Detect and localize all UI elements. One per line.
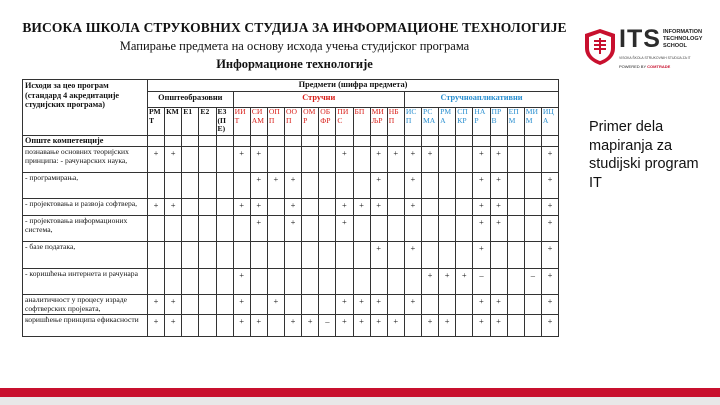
- table-row: [23, 295, 559, 315]
- mark-cell: +: [422, 147, 439, 173]
- mark-cell: [353, 216, 370, 242]
- mark-cell: [216, 216, 233, 242]
- subject-code: КМ: [165, 108, 182, 136]
- mark-cell: +: [336, 315, 353, 337]
- mark-cell: [199, 173, 216, 199]
- mark-cell: [199, 315, 216, 337]
- mapping-table: [22, 79, 559, 337]
- mark-cell: +: [456, 269, 473, 295]
- mark-cell: [353, 269, 370, 295]
- mark-cell: [473, 136, 490, 147]
- mark-cell: +: [336, 216, 353, 242]
- mark-cell: [387, 136, 404, 147]
- mark-cell: +: [490, 199, 507, 216]
- logo-letters: ITS: [619, 25, 661, 53]
- mark-cell: +: [404, 173, 421, 199]
- mark-cell: [456, 136, 473, 147]
- mark-cell: [319, 269, 336, 295]
- mark-cell: +: [285, 173, 302, 199]
- mark-cell: [199, 242, 216, 269]
- mark-cell: +: [473, 147, 490, 173]
- table-row: [23, 199, 559, 216]
- table-row: [23, 242, 559, 269]
- mark-cell: +: [148, 295, 165, 315]
- mark-cell: +: [473, 199, 490, 216]
- mark-cell: [387, 173, 404, 199]
- mark-cell: [216, 295, 233, 315]
- table-row: [23, 216, 559, 242]
- mark-cell: +: [490, 147, 507, 173]
- mark-cell: [285, 269, 302, 295]
- mark-cell: +: [422, 269, 439, 295]
- table-row: [23, 147, 559, 173]
- mark-cell: –: [319, 315, 336, 337]
- mark-cell: +: [250, 216, 267, 242]
- mark-cell: [404, 269, 421, 295]
- mark-cell: +: [439, 269, 456, 295]
- mark-cell: [370, 136, 387, 147]
- subject-code: ОО П: [285, 108, 302, 136]
- mark-cell: +: [370, 295, 387, 315]
- mark-cell: [387, 199, 404, 216]
- subject-code: Е3 (П Е): [216, 108, 233, 136]
- mark-cell: [422, 242, 439, 269]
- mark-cell: [456, 173, 473, 199]
- mark-cell: [302, 147, 319, 173]
- mark-cell: [148, 173, 165, 199]
- mark-cell: +: [233, 269, 250, 295]
- mark-cell: [148, 242, 165, 269]
- mark-cell: [165, 136, 182, 147]
- mark-cell: [524, 216, 541, 242]
- mark-cell: [285, 242, 302, 269]
- mark-cell: +: [250, 173, 267, 199]
- mark-cell: [216, 147, 233, 173]
- mark-cell: +: [473, 242, 490, 269]
- mark-cell: [490, 136, 507, 147]
- mark-cell: [267, 199, 284, 216]
- mark-cell: [267, 242, 284, 269]
- its-logo: [583, 24, 703, 79]
- mark-cell: [422, 216, 439, 242]
- mark-cell: [422, 199, 439, 216]
- mark-cell: [216, 242, 233, 269]
- mark-cell: +: [165, 315, 182, 337]
- mark-cell: [182, 173, 199, 199]
- mark-cell: [404, 216, 421, 242]
- mark-cell: [524, 147, 541, 173]
- document-title: ВИСОКА ШКОЛА СТРУКОВНИХ СТУДИЈА ЗА ИНФОРМАЦИОНЕ ТЕХНОЛОГИЈЕ: [22, 20, 567, 35]
- mark-cell: +: [404, 199, 421, 216]
- mark-cell: –: [524, 269, 541, 295]
- mark-cell: [233, 136, 250, 147]
- mark-cell: +: [370, 242, 387, 269]
- subject-code: ЕП М: [507, 108, 524, 136]
- mark-cell: [267, 216, 284, 242]
- mark-cell: [182, 269, 199, 295]
- mark-cell: +: [490, 315, 507, 337]
- mark-cell: [387, 269, 404, 295]
- mark-cell: [439, 216, 456, 242]
- subject-code: СИ АМ: [250, 108, 267, 136]
- mark-cell: +: [336, 147, 353, 173]
- mark-cell: +: [541, 269, 558, 295]
- mark-cell: +: [541, 295, 558, 315]
- mark-cell: +: [302, 315, 319, 337]
- mark-cell: [387, 295, 404, 315]
- mark-cell: +: [353, 199, 370, 216]
- outcome-label: коришћење принципа ефикасности: [23, 315, 148, 337]
- mark-cell: +: [473, 315, 490, 337]
- mark-cell: +: [541, 242, 558, 269]
- mark-cell: [165, 269, 182, 295]
- mark-cell: [524, 173, 541, 199]
- mark-cell: [456, 199, 473, 216]
- mark-cell: +: [165, 295, 182, 315]
- mark-cell: [336, 173, 353, 199]
- mark-cell: +: [541, 199, 558, 216]
- mark-cell: [319, 136, 336, 147]
- mark-cell: +: [404, 147, 421, 173]
- mark-cell: [216, 199, 233, 216]
- mark-cell: +: [370, 199, 387, 216]
- mark-cell: [302, 269, 319, 295]
- mark-cell: [319, 295, 336, 315]
- mark-cell: [165, 216, 182, 242]
- mark-cell: [148, 136, 165, 147]
- mark-cell: [507, 269, 524, 295]
- slide-caption: Primer dela mapiranja za studijski program IT: [589, 119, 699, 191]
- mark-cell: [422, 136, 439, 147]
- mark-cell: +: [422, 315, 439, 337]
- subject-code: СП КР: [456, 108, 473, 136]
- mark-cell: +: [490, 216, 507, 242]
- mark-cell: [182, 199, 199, 216]
- subject-code: НБ П: [387, 108, 404, 136]
- subject-code: ИС П: [404, 108, 421, 136]
- mark-cell: +: [233, 295, 250, 315]
- mark-cell: [182, 295, 199, 315]
- mark-cell: [353, 242, 370, 269]
- table-header-row: [23, 80, 559, 92]
- mark-cell: +: [336, 295, 353, 315]
- section-label: Опште компетенције: [23, 136, 148, 147]
- mark-cell: [370, 269, 387, 295]
- mark-cell: [422, 173, 439, 199]
- mark-cell: [233, 173, 250, 199]
- subject-code: Е2: [199, 108, 216, 136]
- outcome-label: - базе података,: [23, 242, 148, 269]
- mark-cell: [336, 269, 353, 295]
- mark-cell: [336, 242, 353, 269]
- subject-code: Е1: [182, 108, 199, 136]
- its-emblem-icon: [583, 28, 617, 66]
- logo-subtitle: VISOKA ŠKOLA STRUKOVNIH STUDIJA ZA IT: [619, 56, 691, 60]
- mark-cell: [524, 136, 541, 147]
- mark-cell: +: [233, 147, 250, 173]
- logo-powered-by: POWERED BY COMTRADE: [619, 64, 671, 69]
- outcome-label: - пројектовања и развоја софтвера,: [23, 199, 148, 216]
- mark-cell: [148, 269, 165, 295]
- mark-cell: +: [285, 216, 302, 242]
- mark-cell: [507, 216, 524, 242]
- mark-cell: +: [148, 199, 165, 216]
- mark-cell: [182, 242, 199, 269]
- subject-code: НА Р: [473, 108, 490, 136]
- mark-cell: [387, 242, 404, 269]
- document-subtitle: Мапирање предмета на основу исхода учења студијског програма: [119, 39, 470, 53]
- mark-cell: [233, 242, 250, 269]
- mark-cell: [216, 173, 233, 199]
- mark-cell: [182, 315, 199, 337]
- mark-cell: +: [148, 315, 165, 337]
- mark-cell: [404, 315, 421, 337]
- group-general-header: Општеобразовни: [148, 92, 234, 108]
- mark-cell: [336, 136, 353, 147]
- mark-cell: +: [148, 147, 165, 173]
- mark-cell: [302, 199, 319, 216]
- outcome-label: - програмирања,: [23, 173, 148, 199]
- mark-cell: [285, 136, 302, 147]
- mark-cell: [199, 147, 216, 173]
- mark-cell: [507, 199, 524, 216]
- mark-cell: [439, 242, 456, 269]
- mark-cell: +: [387, 147, 404, 173]
- mark-cell: +: [267, 295, 284, 315]
- mark-cell: [422, 295, 439, 315]
- mark-cell: [456, 216, 473, 242]
- mark-cell: +: [336, 199, 353, 216]
- table-row: [23, 315, 559, 337]
- subject-code: ОМ Р: [302, 108, 319, 136]
- mark-cell: [148, 216, 165, 242]
- mark-cell: [233, 216, 250, 242]
- mark-cell: [524, 295, 541, 315]
- mark-cell: +: [473, 295, 490, 315]
- mark-cell: [370, 216, 387, 242]
- mark-cell: [285, 295, 302, 315]
- mark-cell: [250, 269, 267, 295]
- mark-cell: +: [285, 199, 302, 216]
- outcomes-header: Исходи за цео програм (стандард 4 акредитације студијских програма): [23, 80, 148, 136]
- mark-cell: +: [353, 315, 370, 337]
- subject-code: ИИ Т: [233, 108, 250, 136]
- mark-cell: +: [541, 315, 558, 337]
- mark-cell: [250, 295, 267, 315]
- mark-cell: +: [165, 147, 182, 173]
- mark-cell: [507, 147, 524, 173]
- table-row: [23, 269, 559, 295]
- outcome-label: познавање основних теоријских принципа: - рачунарских наука,: [23, 147, 148, 173]
- mark-cell: [267, 315, 284, 337]
- mark-cell: +: [404, 295, 421, 315]
- mark-cell: +: [370, 147, 387, 173]
- footer-stripe: [0, 397, 720, 405]
- mark-cell: [216, 315, 233, 337]
- subject-code: РМ А: [439, 108, 456, 136]
- mark-cell: [285, 147, 302, 173]
- mark-cell: +: [490, 295, 507, 315]
- mark-cell: [182, 147, 199, 173]
- mark-cell: +: [233, 199, 250, 216]
- mark-cell: +: [250, 315, 267, 337]
- mark-cell: +: [541, 216, 558, 242]
- mark-cell: [456, 295, 473, 315]
- mark-cell: [302, 242, 319, 269]
- footer-band: [0, 388, 720, 397]
- mark-cell: [319, 242, 336, 269]
- mark-cell: [507, 295, 524, 315]
- subject-code: ИЦ А: [541, 108, 558, 136]
- subject-code: ПР В: [490, 108, 507, 136]
- mark-cell: [199, 295, 216, 315]
- mark-cell: [507, 315, 524, 337]
- mark-cell: [353, 147, 370, 173]
- mark-cell: +: [370, 173, 387, 199]
- mark-cell: [199, 269, 216, 295]
- outcome-label: аналитичност у процесу израде софтверских пројеката,: [23, 295, 148, 315]
- mark-cell: +: [250, 147, 267, 173]
- mark-cell: +: [233, 315, 250, 337]
- mark-cell: [199, 216, 216, 242]
- mark-cell: [524, 199, 541, 216]
- mark-cell: [165, 173, 182, 199]
- outcome-label: - коришћења интернета и рачунара: [23, 269, 148, 295]
- subject-code: МИ М: [524, 108, 541, 136]
- program-name: Информационе технологије: [216, 57, 373, 71]
- mark-cell: [439, 199, 456, 216]
- mark-cell: [456, 315, 473, 337]
- mark-cell: [250, 242, 267, 269]
- subject-code: БП: [353, 108, 370, 136]
- subject-code: РМ Т: [148, 108, 165, 136]
- mark-cell: +: [541, 147, 558, 173]
- mark-cell: [507, 136, 524, 147]
- mark-cell: [165, 242, 182, 269]
- mark-cell: [387, 216, 404, 242]
- mark-cell: +: [267, 173, 284, 199]
- mark-cell: +: [404, 242, 421, 269]
- mark-cell: [302, 216, 319, 242]
- subject-code: РС МА: [422, 108, 439, 136]
- mark-cell: +: [541, 173, 558, 199]
- mark-cell: +: [439, 315, 456, 337]
- mark-cell: [199, 199, 216, 216]
- mapping-table-container: [22, 79, 558, 370]
- mark-cell: [490, 269, 507, 295]
- table-row: [23, 173, 559, 199]
- logo-text: INFORMATION TECHNOLOGY SCHOOL: [663, 29, 703, 49]
- group-professional-header: Стручни: [233, 92, 404, 108]
- mark-cell: +: [353, 295, 370, 315]
- mark-cell: [216, 269, 233, 295]
- mark-cell: +: [473, 173, 490, 199]
- mark-cell: [507, 173, 524, 199]
- mark-cell: +: [285, 315, 302, 337]
- mark-cell: [404, 136, 421, 147]
- mark-cell: [199, 136, 216, 147]
- mark-cell: [319, 216, 336, 242]
- mark-cell: [439, 147, 456, 173]
- mark-cell: [302, 173, 319, 199]
- mark-cell: +: [387, 315, 404, 337]
- subject-code: ОБ ФР: [319, 108, 336, 136]
- mark-cell: [524, 315, 541, 337]
- mark-cell: [319, 199, 336, 216]
- group-applied-header: Стручноапликативни: [404, 92, 558, 108]
- mark-cell: [182, 216, 199, 242]
- mark-cell: [216, 136, 233, 147]
- mark-cell: [353, 136, 370, 147]
- mark-cell: [439, 173, 456, 199]
- mark-cell: [541, 136, 558, 147]
- mark-cell: +: [250, 199, 267, 216]
- mark-cell: +: [490, 173, 507, 199]
- mark-cell: [490, 242, 507, 269]
- mark-cell: [302, 295, 319, 315]
- mark-cell: [267, 136, 284, 147]
- mark-cell: [302, 136, 319, 147]
- mark-cell: [353, 173, 370, 199]
- mark-cell: [250, 136, 267, 147]
- mark-cell: [267, 269, 284, 295]
- mark-cell: [319, 173, 336, 199]
- mark-cell: +: [165, 199, 182, 216]
- mark-cell: [456, 242, 473, 269]
- mark-cell: [456, 147, 473, 173]
- mark-cell: [439, 295, 456, 315]
- mark-cell: [524, 242, 541, 269]
- mark-cell: –: [473, 269, 490, 295]
- mark-cell: [319, 147, 336, 173]
- subject-code: ОП П: [267, 108, 284, 136]
- mark-cell: [267, 147, 284, 173]
- subjects-header: Предмети (шифра предмета): [148, 80, 559, 92]
- outcome-label: - пројектовања информационих система,: [23, 216, 148, 242]
- mark-cell: [507, 242, 524, 269]
- subject-code: ПИ С: [336, 108, 353, 136]
- mark-cell: +: [370, 315, 387, 337]
- table-section-row: [23, 136, 559, 147]
- mark-cell: [182, 136, 199, 147]
- mark-cell: +: [473, 216, 490, 242]
- mark-cell: [439, 136, 456, 147]
- subject-code: МИ ЉР: [370, 108, 387, 136]
